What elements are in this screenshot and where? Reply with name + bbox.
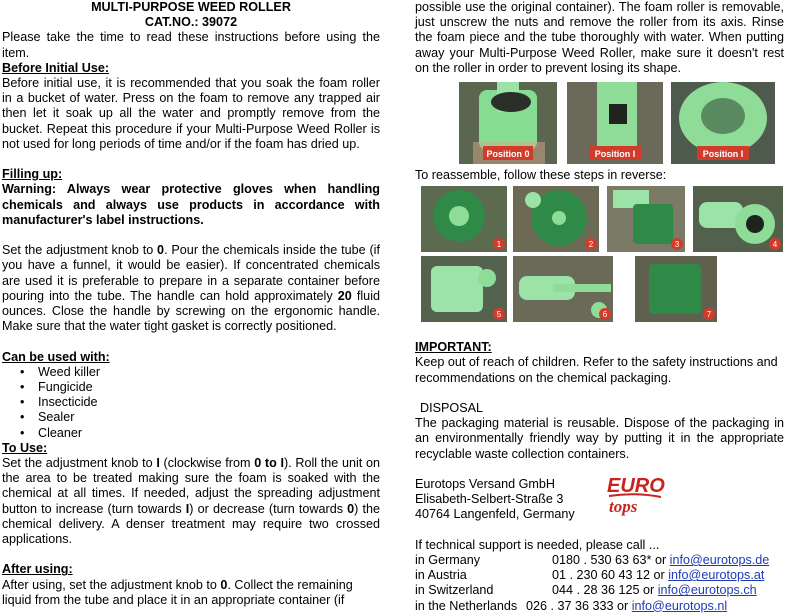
svg-text:5: 5: [496, 310, 502, 320]
contact-row-netherlands: in the Netherlands 026 . 37 36 333 or info@eurotops.nl: [415, 598, 728, 613]
product-photo-icon: [421, 256, 507, 322]
before-use-heading: Before Initial Use:: [2, 60, 110, 75]
svg-text:2: 2: [588, 240, 594, 250]
to-use-heading: To Use:: [2, 440, 48, 455]
svg-text:3: 3: [674, 240, 680, 250]
intro-text: Please take the time to read these instructions before using the item.: [2, 30, 380, 60]
product-photo-icon: [513, 256, 613, 322]
product-photo-icon: [607, 186, 685, 252]
list-item: • Weed killer: [38, 365, 380, 380]
step-photo-1: [421, 186, 507, 252]
product-photo-icon: [567, 82, 663, 164]
svg-text:Position I: Position I: [702, 149, 744, 160]
contact-row-germany: in Germany 0180 . 530 63 63* or info@eurotops.de: [415, 553, 770, 568]
step-photo-4: [693, 186, 783, 252]
company-city: 40764 Langenfeld, Germany: [415, 507, 575, 522]
product-photo-icon: [421, 186, 507, 252]
svg-text:EURO: EURO: [607, 475, 665, 497]
left-column: [2, 0, 380, 608]
step-photo-5: [421, 256, 507, 322]
list-item: • Sealer: [38, 410, 380, 425]
filling-heading: Filling up:: [2, 167, 63, 182]
contact-row-switzerland: in Switzerland 044 . 28 36 125 or info@eurotops.ch: [415, 583, 757, 598]
to-use-text: Set the adjustment knob to I (clockwise from 0 to I). Roll the unit on the area to be treated making sure the foam is soaked with the chemical at all times. If needed, adjust the spreading adjustment button to increase (turn towards I) or decrease (turn towards 0) the chemical delivery. A denser treatment may require two crossed applications.: [2, 456, 381, 547]
position-photo-0: [459, 82, 557, 164]
after-using-heading: After using:: [2, 562, 73, 577]
product-photo-icon: [635, 256, 717, 322]
product-photo-icon: [693, 186, 783, 252]
page-title: MULTI-PURPOSE WEED ROLLER: [91, 0, 291, 14]
eurotops-logo-icon: [605, 472, 665, 518]
important-heading: IMPORTANT:: [415, 340, 492, 355]
position-photos: [415, 82, 784, 164]
before-use-text: Before initial use, it is recommended that you soak the foam roller in a bucket of water. Press on the foam to remove any trapped air then let it soak up all the water and promptly remove from the bucket. Repeat this procedure if your Multi-Purpose Weed Roller is not used for long periods of time and/or if the foam has dried up.: [2, 76, 380, 151]
disposal-text: The packaging material is reusable. Dispose of the packaging in an environmentally friendly way by putting it in the appropriate recyclable waste collection containers.: [415, 416, 784, 461]
email-link-netherlands[interactable]: info@eurotops.nl: [631, 598, 728, 613]
support-intro: If technical support is needed, please call ...: [415, 537, 660, 552]
svg-text:tops: tops: [609, 497, 638, 516]
svg-text:7: 7: [706, 310, 712, 320]
uses-heading: Can be used with:: [2, 349, 110, 364]
step-photo-2: [513, 186, 599, 252]
eurotops-logo: [605, 472, 665, 522]
list-item: • Fungicide: [38, 380, 380, 395]
list-item: • Cleaner: [38, 426, 380, 441]
company-street: Elisabeth-Selbert-Straße 3: [415, 492, 564, 507]
step-photos-row-1: [415, 186, 784, 252]
position-photo-2: [671, 82, 775, 164]
svg-text:4: 4: [772, 240, 778, 250]
contact-row-austria: in Austria 01 . 230 60 43 12 or info@eurotops.at: [415, 568, 765, 583]
list-item: • Insecticide: [38, 395, 380, 410]
step-photo-6: [513, 256, 613, 322]
svg-text:1: 1: [496, 240, 502, 250]
after-using-text: After using, set the adjustment knob to 0. Collect the remaining liquid from the tube and place it in an appropriate container (if: [2, 577, 353, 607]
email-link-switzerland[interactable]: info@eurotops.ch: [657, 583, 757, 598]
reassemble-text: To reassemble, follow these steps in reverse:: [415, 168, 667, 183]
email-link-austria[interactable]: info@eurotops.at: [668, 568, 765, 583]
svg-text:6: 6: [602, 310, 608, 320]
after-using-continued: possible use the original container). The foam roller is removable, just unscrew the nuts and remove the roller from its axis. Rinse the foam piece and the tube thoroughly with water. When putting away your Multi-Purpose Weed Roller, make sure it doesn't rest on the roller in order to prevent losing its shape.: [415, 0, 784, 75]
step-photo-3: [607, 186, 685, 252]
svg-text:Position 0: Position 0: [486, 149, 530, 160]
warning-text: Warning: Always wear protective gloves when handling chemicals and always use products in accordance with manufacturer's label instructions.: [2, 182, 380, 227]
important-text: Keep out of reach of children. Refer to the safety instructions and recommendations on the chemical packaging.: [415, 355, 778, 385]
step-photos-row-2: [415, 256, 784, 322]
email-link-germany[interactable]: info@eurotops.de: [669, 553, 770, 568]
catalog-number: CAT.NO.: 39072: [144, 15, 238, 30]
product-photo-icon: [459, 82, 557, 164]
right-column: [415, 0, 784, 614]
company-name: Eurotops Versand GmbH: [415, 477, 556, 492]
svg-text:Position I: Position I: [594, 149, 636, 160]
product-photo-icon: [671, 82, 775, 164]
product-photo-icon: [513, 186, 599, 252]
position-photo-1: [567, 82, 663, 164]
filling-text: Set the adjustment knob to 0. Pour the chemicals inside the tube (if you have a funnel, it would be easier). If concentrated chemicals are used it is preferable to prepare in a separate container before pouring into the tube. The handle can hold approximately 20 fluid ounces. Close the handle by screwing on the ergonomic handle. Make sure that the water tight gasket is correctly positioned.: [2, 243, 380, 334]
disposal-heading: DISPOSAL: [420, 401, 483, 416]
step-photo-7: [635, 256, 717, 322]
uses-list: [2, 365, 380, 441]
